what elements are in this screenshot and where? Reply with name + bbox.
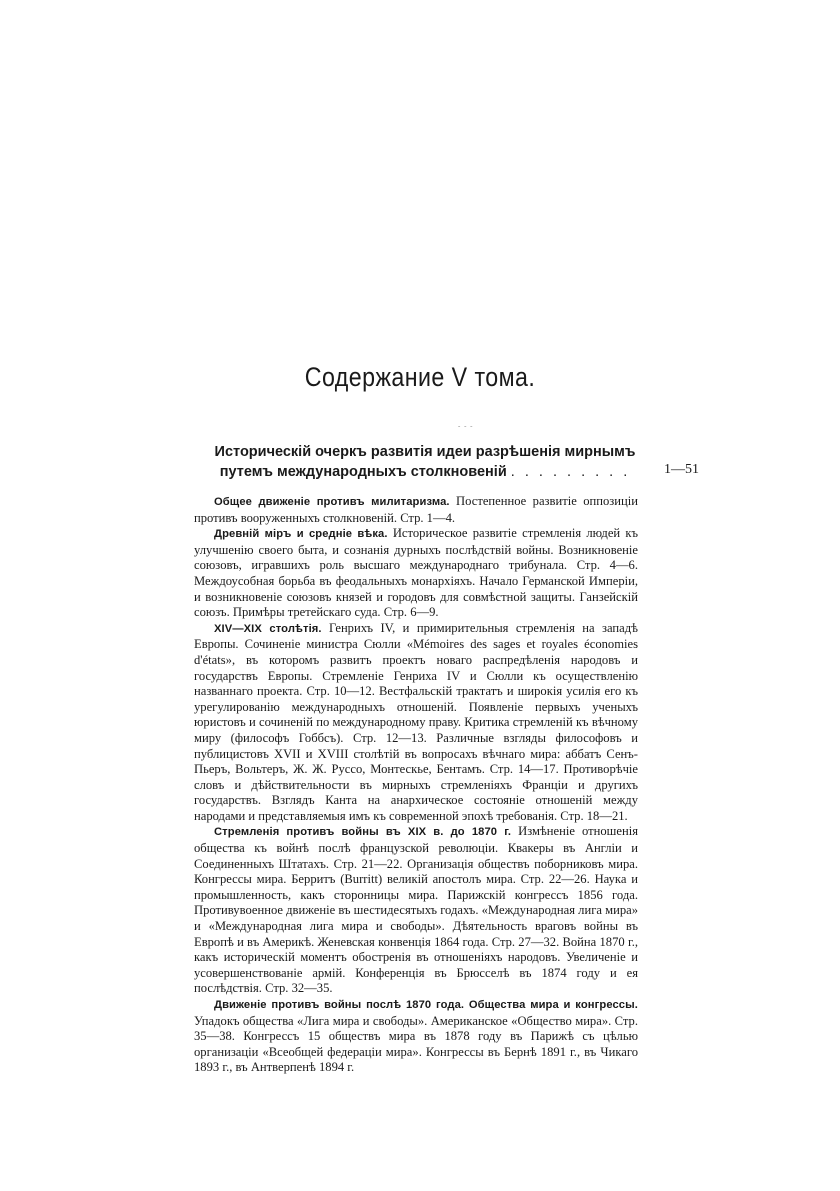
- paragraph-heading: XIV—XIX столѣтія.: [214, 622, 322, 635]
- section-title: [190, 442, 660, 482]
- paragraph-text: Упадокъ общества «Лига мира и свободы». Американское «Общество мира». Стр. 35—38. Конгрессъ 15 обществъ мира въ 1878 году въ Парижѣ съ цѣлью организаціи «Всеобщей федераціи мира». Конгрессы въ Бернѣ 1891 г., въ Чикаго 1893 г., въ Антверпенѣ 1894 г.: [194, 1013, 638, 1075]
- paragraph-heading: Древній міръ и средніе вѣка.: [214, 528, 388, 541]
- section-body: [194, 494, 638, 1076]
- paragraph-xiv-xix-centuries: [194, 621, 638, 825]
- section-page-range: 1—51: [664, 462, 699, 477]
- paragraph-heading: Стремленія противъ войны въ XIX в. до 1870 г.: [214, 826, 512, 839]
- paragraph-xix-century: [194, 824, 638, 997]
- paragraph-text: Измѣненіе отношенія общества къ войнѣ послѣ французской революціи. Квакеры въ Англіи и Соединенныхъ Штатахъ. Стр. 21—22. Организація обществъ поборниковъ мира. Конгрессы мира. Берритъ (Burritt) великій апостолъ мира. Стр. 22—26. Наука и промышленность, какъ сторонницы мира. Парижскій конгрессъ 1856 года. Противувоенное движеніе въ шестидесятыхъ годахъ. «Международная лига мира» и «Международная лига мира и свободы». Дѣятельность враговъ войны въ Европѣ и въ Америкѣ. Женевская конвенція 1864 года. Стр. 27—32. Война 1870 г., какъ историческій моментъ обостренія въ отношеніяхъ народовъ. Увеличеніе и усовершенствованіе армій. Конференція въ Брюсселѣ въ 1874 году и ея послѣдствія. Стр. 32—35.: [194, 824, 638, 996]
- title-ornament: - - -: [458, 422, 474, 430]
- paragraph-after-1870: [194, 997, 638, 1076]
- section-title-line-2-text: путемъ международныхъ столкновеній: [219, 464, 507, 480]
- paragraph-heading: Общее движеніе противъ милитаризма.: [214, 496, 450, 508]
- section-title-line-1: Историческій очеркъ развитія идеи разрѣшенія мирнымъ: [214, 444, 636, 460]
- dot-leader: . . . . . . . . .: [510, 464, 631, 480]
- paragraph-text: Историческое развитіе стремленія людей къ улучшенію своего быта, и сознанія дурныхъ послѣдствій войны. Возникновеніе союзовъ, игравшихъ роль высшаго международнаго трибунала. Стр. 4—6. Междоусобная борьба въ феодальныхъ монархіяхъ. Начало Германской Имперіи, и возникновеніе союзовъ князей и городовъ для совмѣстной защиты. Ганзейскій союзъ. Примѣры третейскаго суда. Стр. 6—9.: [194, 526, 639, 620]
- section-title-line-2: [190, 462, 660, 482]
- paragraph-heading: Движеніе противъ войны послѣ 1870 года. Общества мира и конгрессы.: [214, 999, 638, 1011]
- paragraph-general-movement: [194, 494, 638, 526]
- paragraph-text: Постепенное развитіе оппозиціи противъ вооруженныхъ столкновеній. Стр. 1—4.: [194, 494, 638, 525]
- paragraph-ancient-world: [194, 526, 638, 621]
- paragraph-text: Генрихъ IV, и примирительныя стремленія на западѣ Европы. Сочиненіе министра Сюлли «Mémoires des sages et royales économies d'états», въ которомъ развитъ проектъ новаго распредѣленія народовъ и государствъ Европы. Стремленіе Генриха IV и Сюлли къ осуществленію названнаго проекта. Стр. 10—12. Вестфальскій трактатъ и широкія усилія его къ урегулированію международныхъ отношеній. Появленіе первыхъ ученыхъ юристовъ и сочиненій по международному праву. Критика стремленій къ вѣчному миру (философъ Гоббсъ). Стр. 12—13. Различные взгляды философовъ и публицистовъ XVII и XVIII столѣтій въ вопросахъ вѣчнаго мира: аббатъ Сенъ-Пьеръ, Вольтеръ, Ж. Ж. Руссо, Монтескье, Бентамъ. Стр. 14—17. Противорѣчіе словъ и дѣйствительности въ мирныхъ стремленіяхъ Франціи и другихъ государствъ. Взглядъ Канта на анархическое состояніе отношеній между народами и представляемыя имъ къ современной эпохѣ требованія. Стр. 18—21.: [194, 620, 638, 823]
- page-title: Содержание V тома.: [304, 362, 536, 392]
